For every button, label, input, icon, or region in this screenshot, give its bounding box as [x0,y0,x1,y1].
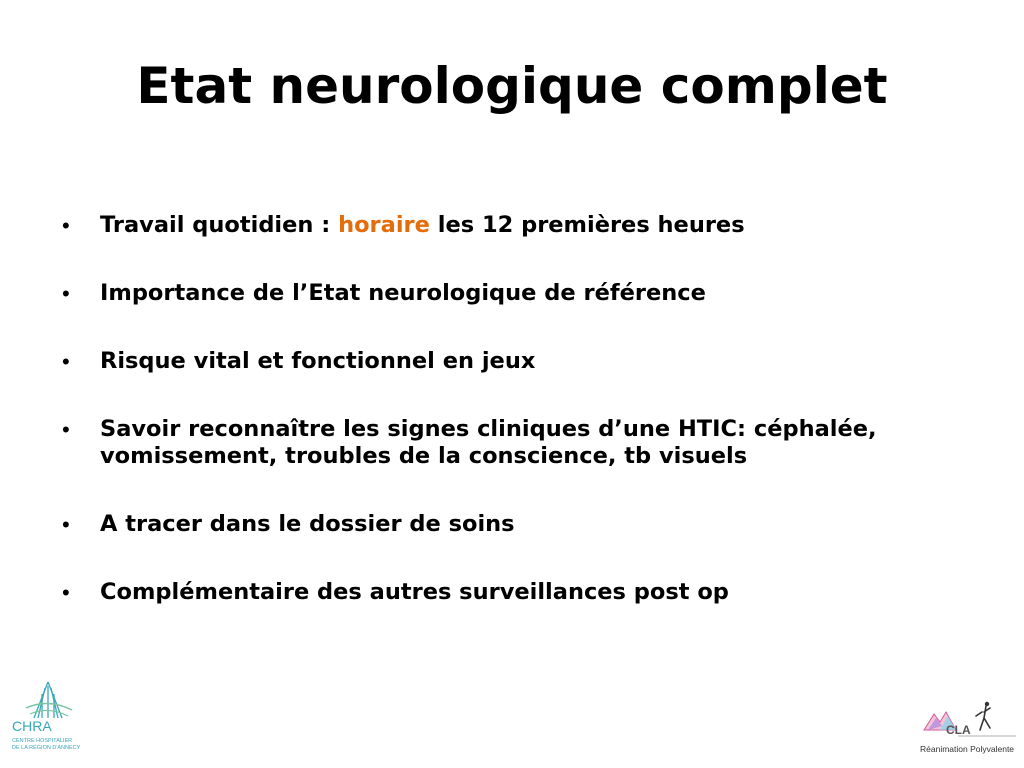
chra-logo-name: CHRA [12,718,52,734]
chra-logo [12,680,84,758]
bullet-text-highlight: horaire [338,212,430,238]
chra-logo-subtitle-line2: DE LA RÉGION D'ANNECY [12,745,81,751]
bullet-text: Savoir reconnaître les signes cliniques d’une HTIC: céphalée, vomissement, troubles de la conscience, tb visuels [100,416,877,469]
chra-logo-subtitle [12,738,92,752]
slide-title: Etat neurologique complet [136,57,888,115]
cla-logo [918,700,1018,760]
bullet-item [62,212,962,239]
bullet-icon: • [62,281,70,306]
bullet-icon: • [62,580,70,605]
cla-mountain-icon [918,700,1018,744]
bullet-item [62,579,962,606]
bullet-icon: • [62,213,70,238]
bullet-text-suffix: les 12 premières heures [429,212,745,238]
cla-logo-name: CLA [946,723,971,737]
bullet-icon: • [62,512,70,537]
chra-logo-subtitle-line1: CENTRE HOSPITALIER [12,738,73,744]
bullet-text: Complémentaire des autres surveillances post op [100,579,729,605]
bullet-text: A tracer dans le dossier de soins [100,511,515,537]
cla-logo-caption: Réanimation Polyvalente [920,744,1015,754]
bullet-list [62,212,962,647]
bullet-icon: • [62,349,70,374]
chra-mountain-icon [12,680,84,720]
bullet-item [62,416,962,470]
bullet-text: Importance de l’Etat neurologique de référence [100,280,706,306]
bullet-text-prefix: Travail quotidien : [100,212,339,238]
bullet-item [62,280,962,307]
bullet-item [62,348,962,375]
bullet-text: Risque vital et fonctionnel en jeux [100,348,536,374]
bullet-icon: • [62,417,70,442]
bullet-item [62,511,962,538]
